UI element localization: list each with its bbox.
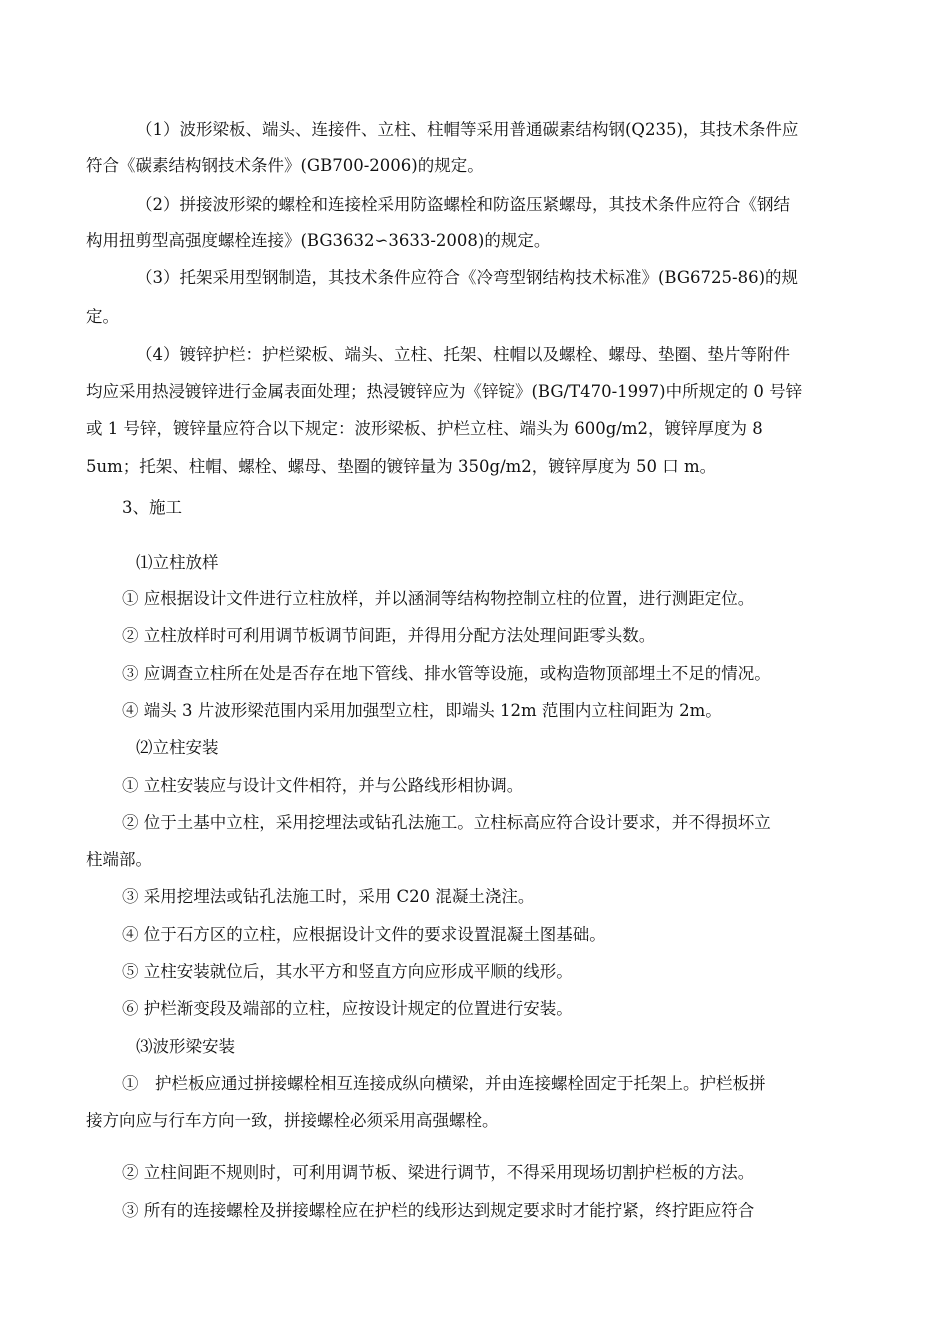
paragraph-4-line-4: 5um；托架、柱帽、螺栓、螺母、垫圈的镀锌量为 350g/m2，镀锌厚度为 50 口 m。 (86, 457, 717, 476)
subheading-post-installation: ⑵立柱安装 (136, 738, 219, 757)
post-installation-item-1: ① 立柱安装应与设计文件相符，并与公路线形相协调。 (122, 776, 524, 795)
post-installation-item-2-line-2: 柱端部。 (86, 850, 152, 869)
beam-installation-item-3: ③ 所有的连接螺栓及拼接螺栓应在护栏的线形达到规定要求时才能拧紧，终拧距应符合 (122, 1201, 755, 1220)
paragraph-2-line-2: 构用扭剪型高强度螺栓连接》(BG3632∽3633-2008)的规定。 (86, 231, 551, 250)
beam-installation-item-1-line-1: ① 护栏板应通过拼接螺栓相互连接成纵向横梁，并由连接螺栓固定于托架上。护栏板拼 (122, 1074, 766, 1093)
post-installation-item-4: ④ 位于石方区的立柱，应根据设计文件的要求设置混凝土图基础。 (122, 925, 606, 944)
paragraph-3-line-2: 定。 (86, 307, 119, 326)
post-layout-item-2: ② 立柱放样时可利用调节板调节间距，并得用分配方法处理间距零头数。 (122, 626, 656, 645)
beam-installation-item-1-line-2: 接方向应与行车方向一致，拼接螺栓必须采用高强螺栓。 (86, 1111, 499, 1130)
paragraph-4-line-2: 均应采用热浸镀锌进行金属表面处理；热浸镀锌应为《锌锭》(BG/T470-1997)中所规定的 0 号锌 (86, 382, 803, 401)
subheading-post-layout: ⑴立柱放样 (136, 553, 219, 572)
paragraph-3-line-1: （3）托架采用型钢制造，其技术条件应符合《冷弯型钢结构技术标准》(BG6725-86)的规 (136, 268, 799, 287)
subheading-beam-installation: ⑶波形梁安装 (136, 1037, 235, 1056)
post-layout-item-3: ③ 应调查立柱所在处是否存在地下管线、排水管等设施，或构造物顶部埋土不足的情况。 (122, 664, 771, 683)
paragraph-1-line-1: （1）波形梁板、端头、连接件、立柱、柱帽等采用普通碳素结构钢(Q235)，其技术条件应 (136, 120, 799, 139)
paragraph-1-line-2: 符合《碳素结构钢技术条件》(GB700-2006)的规定。 (86, 156, 484, 175)
post-layout-item-1: ① 应根据设计文件进行立柱放样，并以涵洞等结构物控制立柱的位置，进行测距定位。 (122, 589, 755, 608)
beam-installation-item-2: ② 立柱间距不规则时，可利用调节板、梁进行调节，不得采用现场切割护栏板的方法。 (122, 1163, 755, 1182)
section-heading-construction: 3、施工 (122, 498, 182, 517)
paragraph-4-line-1: （4）镀锌护栏：护栏梁板、端头、立柱、托架、柱帽以及螺栓、螺母、垫圈、垫片等附件 (136, 345, 790, 364)
post-installation-item-3: ③ 采用挖埋法或钻孔法施工时，采用 C20 混凝土浇注。 (122, 887, 535, 906)
post-installation-item-6: ⑥ 护栏渐变段及端部的立柱，应按设计规定的位置进行安装。 (122, 999, 573, 1018)
post-layout-item-4: ④ 端头 3 片波形梁范围内采用加强型立柱，即端头 12m 范围内立柱间距为 2m。 (122, 701, 722, 720)
post-installation-item-5: ⑤ 立柱安装就位后，其水平方和竖直方向应形成平顺的线形。 (122, 962, 573, 981)
paragraph-4-line-3: 或 1 号锌，镀锌量应符合以下规定：波形梁板、护栏立柱、端头为 600g/m2，镀锌厚度为 8 (86, 419, 763, 438)
paragraph-2-line-1: （2）拼接波形梁的螺栓和连接栓采用防盗螺栓和防盗压紧螺母，其技术条件应符合《钢结 (136, 195, 790, 214)
post-installation-item-2-line-1: ② 位于土基中立柱，采用挖埋法或钻孔法施工。立柱标高应符合设计要求，并不得损坏立 (122, 813, 771, 832)
